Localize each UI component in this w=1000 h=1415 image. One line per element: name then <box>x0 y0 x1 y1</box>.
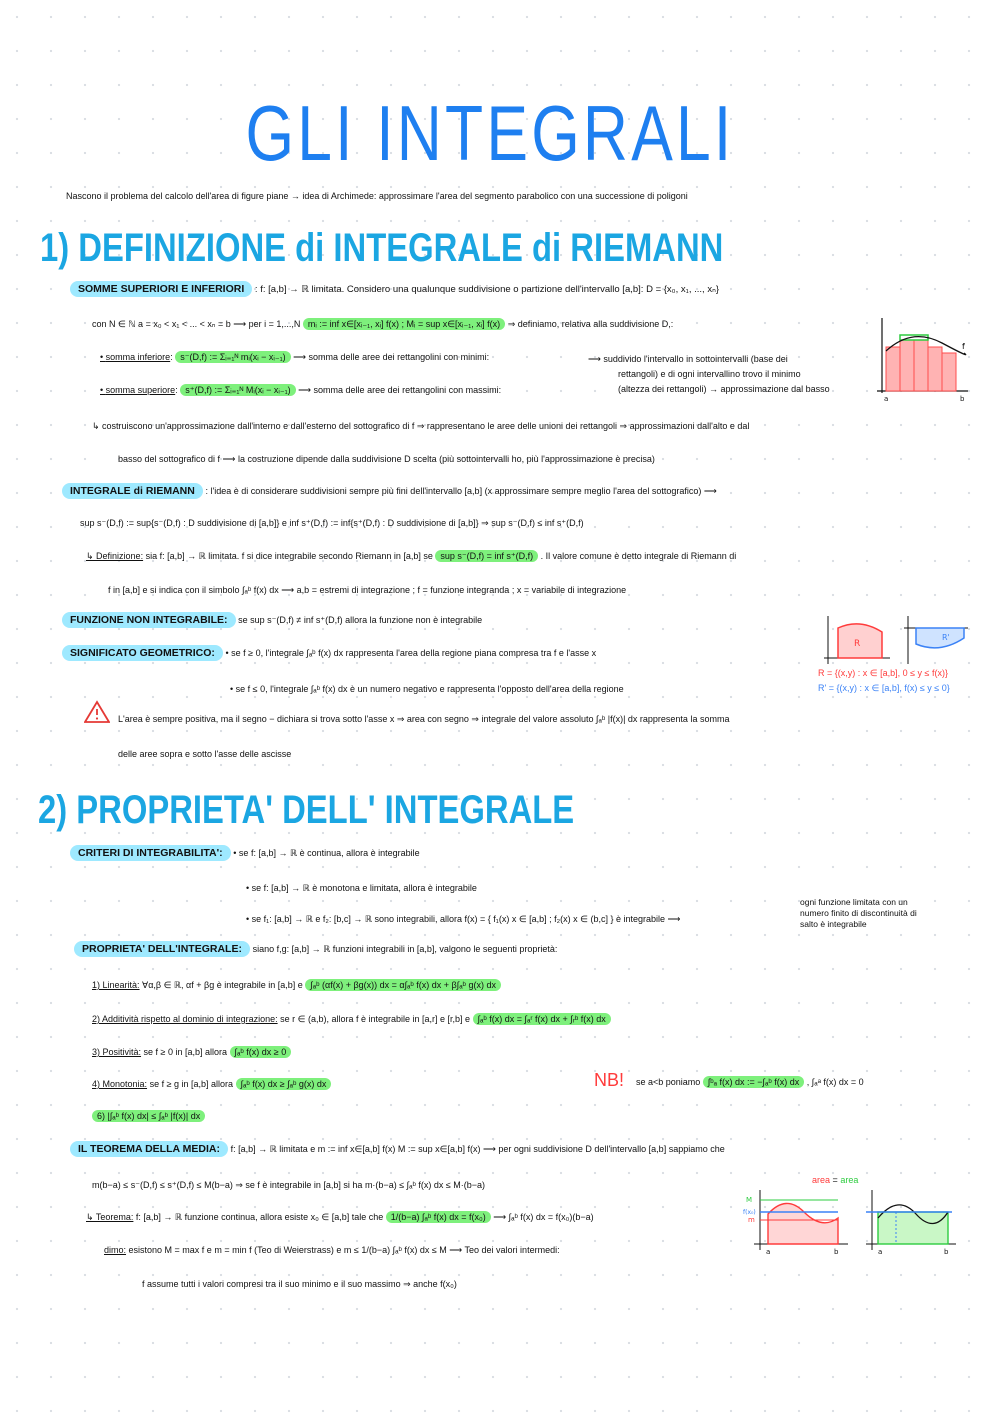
teorema-row <box>86 1212 594 1223</box>
dimo-row <box>104 1245 560 1256</box>
side-note-line-1: ⟶ suddivido l'intervallo in sottointervalli (base dei <box>588 354 788 364</box>
a-label: a <box>878 1248 883 1256</box>
linearita-text: ∀α,β ∈ ℝ, αf + βg è integrabile in [a,b] e <box>142 980 303 990</box>
lower-rect <box>928 347 942 391</box>
nb-formula: ∫ᵇₐ f(x) dx := −∫ₐᵇ f(x) dx <box>703 1076 804 1088</box>
monotonia-text: se f ≥ g in [a,b] allora <box>149 1079 234 1089</box>
definizione-text-a: sia f: [a,b] → ℝ limitata. f si dice integrabile secondo Riemann in [a,b] se <box>145 551 433 561</box>
somma-inferiore-row: • somma inferiore: s⁻(D,f) := Σᵢ₌₁ᴺ mᵢ(xᵢ − xᵢ₋₁) ⟶ somma delle aree dei rettangolini con minimi: <box>100 352 489 363</box>
area-note-red: area <box>812 1175 831 1185</box>
media-pill: IL TEOREMA DELLA MEDIA: <box>70 1141 228 1157</box>
costruiscono-line-1: ↳ costruiscono un'approssimazione dall'interno e dall'esterno del sottografico di f ⇒ rappresentano le aree delle unioni dei rettangoli ⇒ approssimazioni dall'alto e dal <box>92 421 750 431</box>
r-label: R <box>854 639 861 649</box>
f-label: f <box>962 342 965 351</box>
proprieta-pill: PROPRIETA' DELL'INTEGRALE: <box>74 941 250 957</box>
section-1-heading: 1) DEFINIZIONE di INTEGRALE di RIEMANN <box>40 226 724 270</box>
region-r-prime <box>916 628 964 648</box>
b-label: b <box>944 1248 949 1256</box>
monotonia-label: 4) Monotonia: <box>92 1079 148 1089</box>
teorema-text: f: [a,b] → ℝ funzione continua, allora esiste x₀ ∈ [a,b] tale che <box>135 1212 384 1222</box>
lower-rect <box>942 353 956 391</box>
somme-row <box>70 283 719 295</box>
non-integrabile-row <box>62 614 482 626</box>
somme-pill: SOMME SUPERIORI E INFERIORI <box>70 281 252 297</box>
b-label: b <box>834 1248 839 1256</box>
criteri-line-1: • se f: [a,b] → ℝ è continua, allora è integrabile <box>233 848 420 858</box>
page-title: GLI INTEGRALI <box>245 89 735 177</box>
mean-rectangle <box>878 1212 948 1244</box>
area-note-eq: = <box>832 1175 838 1185</box>
definizione-formula: sup s⁻(D,f) = inf s⁺(D,f) <box>435 550 538 562</box>
linearita-row <box>92 980 501 991</box>
dimo-line-2: f assume tutti i valori compresi tra il suo minimo e il suo massimo ⇒ anche f(x₀) <box>142 1279 457 1289</box>
nb-row <box>636 1077 864 1087</box>
somma-superiore-formula: s⁺(D,f) := Σᵢ₌₁ᴺ Mᵢ(xᵢ − xᵢ₋₁) <box>180 384 295 396</box>
criteri-pill: CRITERI DI INTEGRABILITA': <box>70 845 231 861</box>
nb-tail: , ∫ₐᵃ f(x) dx = 0 <box>806 1077 864 1087</box>
geometrico-pill: SIGNIFICATO GEOMETRICO: <box>62 645 223 661</box>
area-note <box>812 1175 858 1185</box>
teorema-formula: 1/(b−a) ∫ₐᵇ f(x) dx = f(x₀) <box>386 1211 491 1223</box>
positivita-row <box>92 1047 291 1057</box>
con-row <box>92 319 673 330</box>
side-note-line-3: (altezza dei rettangoli) → approssimazione dal basso <box>618 384 830 394</box>
monotonia-row <box>92 1079 331 1089</box>
costruiscono-line-2: basso del sottografico di f ⟶ la costruzione dipende dalla suddivisione D scelta (più sottointervalli ho, più l'approssimazione è precisa) <box>118 454 655 464</box>
warning-line-1: L'area è sempre positiva, ma il segno − dichiara si trova sotto l'asse x ⇒ area con segno ⇒ integrale del valore assoluto ∫ₐᵇ |f(x)| dx rappresenta la somma <box>118 714 730 724</box>
media-line-2: m(b−a) ≤ s⁻(D,f) ≤ s⁺(D,f) ≤ M(b−a) ⇒ se f è integrabile in [a,b] si ha m·(b−a) ≤ ∫ₐᵇ f(x) dx ≤ M·(b−a) <box>92 1180 486 1190</box>
dimo-label: dimo: <box>104 1245 127 1255</box>
criteri-note-1: ogni funzione limitata con un <box>800 897 908 907</box>
positivita-label: 3) Positività: <box>92 1047 142 1057</box>
b-label: b <box>960 395 965 403</box>
criteri-note-2: numero finito di discontinuità di <box>800 908 917 918</box>
nb-label: NB! <box>594 1070 625 1090</box>
sup-inf-line: sup s⁻(D,f) := sup{s⁻(D,f) : D suddivisione di [a,b]} e inf s⁺(D,f) := inf{s⁺(D,f) : D suddivisione di [a,b]} ⇒ sup s⁻(D,f) ≤ inf s⁺(D,f) <box>80 518 584 528</box>
con-line-end: ⇒ definiamo, relativa alla suddivisione D,: <box>507 319 674 329</box>
additivita-row <box>92 1014 611 1025</box>
media-text: f: [a,b] → ℝ limitata e m := inf x∈[a,b] f(x) M := sup x∈[a,b] f(x) ⟶ per ogni suddivisione D dell'intervallo [a,b] sappiamo che <box>230 1144 725 1154</box>
con-line: con N ∈ ℕ a = x₀ < x₁ < ... < xₙ = b ⟶ per i = 1,...,N <box>92 319 301 329</box>
somma-inferiore-label: • somma inferiore <box>100 352 170 362</box>
definizione-row <box>86 551 736 562</box>
linearita-formula: ∫ₐᵇ (αf(x) + βg(x)) dx = α∫ₐᵇ f(x) dx + β∫ₐᵇ g(x) dx <box>305 979 501 991</box>
additivita-label: 2) Additività rispetto al dominio di integrazione: <box>92 1014 278 1024</box>
geometrico-line-2: • se f ≤ 0, l'integrale ∫ₐᵇ f(x) dx è un numero negativo e rappresenta l'opposto dell'area della regione <box>230 684 624 694</box>
media-row <box>70 1143 725 1155</box>
somme-text: : f: [a,b] → ℝ limitata. Considero una qualunque suddivisione o partizione dell'intervallo [a,b]: D = {x₀, x₁, ..., xₙ} <box>254 284 720 295</box>
mi-definition: mᵢ := inf x∈[xᵢ₋₁, xᵢ] f(x) ; Mᵢ = sup x∈[xᵢ₋₁, xᵢ] f(x) <box>303 318 505 330</box>
riemann-text: : l'idea è di considerare suddivisioni sempre più fini dell'intervallo [a,b] (x approssimare sempre meglio l'area del sottografico) ⟶ <box>205 486 717 496</box>
definizione-label: ↳ Definizione: <box>86 551 144 561</box>
proprieta-text: siano f,g: [a,b] → ℝ funzioni integrabili in [a,b], valgono le seguenti proprietà: <box>252 944 558 954</box>
lower-rect <box>886 347 900 391</box>
proprieta-row <box>74 943 557 955</box>
r-prime-definition: R' = {(x,y) : x ∈ [a,b], f(x) ≤ y ≤ 0} <box>818 683 950 693</box>
area-note-green: area <box>840 1175 859 1185</box>
linearita-label: 1) Linearità: <box>92 980 140 990</box>
somma-superiore-text: ⟶ somma delle aree dei rettangolini con massimi: <box>298 385 502 395</box>
a-label: a <box>766 1248 771 1256</box>
somma-inferiore-formula: s⁻(D,f) := Σᵢ₌₁ᴺ mᵢ(xᵢ − xᵢ₋₁) <box>175 351 290 363</box>
m-min-label: m <box>748 1216 755 1224</box>
definizione-line-2: f in [a,b] e si indica con il simbolo ∫ₐᵇ f(x) dx ⟶ a,b = estremi di integrazione ; f = funzione integranda ; x = variabile di integrazione <box>108 585 627 595</box>
riemann-pill: INTEGRALE di RIEMANN <box>62 483 203 499</box>
warning-line-2: delle aree sopra e sotto l'asse delle ascisse <box>118 749 292 759</box>
criteri-note-3: salto è integrabile <box>800 919 867 929</box>
side-note-line-2: rettangoli) e di ogni intervallino trovo il minimo <box>618 369 801 379</box>
side-note <box>588 352 830 397</box>
non-integrabile-text: se sup s⁻(D,f) ≠ inf s⁺(D,f) allora la funzione non è integrabile <box>238 615 483 625</box>
somma-inferiore-text: ⟶ somma delle aree dei rettangolini con minimi: <box>293 352 490 362</box>
valore-assoluto-formula: 6) |∫ₐᵇ f(x) dx| ≤ ∫ₐᵇ |f(x)| dx <box>92 1110 205 1122</box>
criteri-line-3: • se f₁: [a,b] → ℝ e f₂: [b,c] → ℝ sono integrabili, allora f(x) = { f₁(x) x ∈ [a,b] ; f₂(x) x ∈ (b,c] } è integrabile ⟶ <box>246 914 681 924</box>
somma-superiore-label: • somma superiore <box>100 385 175 395</box>
intro-text: Nascono il problema del calcolo dell'area di figure piane → idea di Archimede: approssimare l'area del segmento parabolico con una successione di poligoni <box>66 191 688 201</box>
valore-assoluto-row <box>92 1111 205 1121</box>
additivita-text: se r ∈ (a,b), allora f è integrabile in [a,r] e [r,b] e <box>280 1014 471 1024</box>
a-label: a <box>884 395 889 403</box>
somma-superiore-row: • somma superiore: s⁺(D,f) := Σᵢ₌₁ᴺ Mᵢ(xᵢ − xᵢ₋₁) ⟶ somma delle aree dei rettangolini con massimi: <box>100 385 501 396</box>
mean-value-graphs <box>742 1188 962 1258</box>
criteri-line-2: • se f: [a,b] → ℝ è monotona e limitata, allora è integrabile <box>246 883 477 893</box>
area-under-f <box>768 1203 838 1244</box>
lower-rect <box>914 340 928 391</box>
r-prime-label: R' <box>942 633 950 642</box>
area-graphs <box>820 614 970 672</box>
riemann-sums-graph <box>872 313 972 403</box>
fx0-label: f(x₀) <box>743 1209 756 1216</box>
geometrico-line-1: • se f ≥ 0, l'integrale ∫ₐᵇ f(x) dx rappresenta l'area della regione piana compresa tra f e l'asse x <box>225 648 597 658</box>
definizione-text-b: . Il valore comune è detto integrale di Riemann di <box>540 551 737 561</box>
teorema-tail: ⟶ ∫ₐᵇ f(x) dx = f(x₀)(b−a) <box>493 1212 594 1222</box>
nb-text: se a<b poniamo <box>636 1077 701 1087</box>
section-2-heading: 2) PROPRIETA' DELL' INTEGRALE <box>38 788 575 832</box>
riemann-row <box>62 485 717 497</box>
additivita-formula: ∫ₐᵇ f(x) dx = ∫ₐʳ f(x) dx + ∫ᵣᵇ f(x) dx <box>473 1013 611 1025</box>
geometrico-row <box>62 647 596 659</box>
non-integrabile-pill: FUNZIONE NON INTEGRABILE: <box>62 612 236 628</box>
positivita-text: se f ≥ 0 in [a,b] allora <box>143 1047 228 1057</box>
monotonia-formula: ∫ₐᵇ f(x) dx ≥ ∫ₐᵇ g(x) dx <box>236 1078 332 1090</box>
r-definition: R = {(x,y) : x ∈ [a,b], 0 ≤ y ≤ f(x)} <box>818 668 948 678</box>
positivita-formula: ∫ₐᵇ f(x) dx ≥ 0 <box>230 1046 292 1058</box>
dimo-text: esistono M = max f e m = min f (Teo di Weierstrass) e m ≤ 1/(b−a) ∫ₐᵇ f(x) dx ≤ M ⟶ Teo dei valori intermedi: <box>128 1245 560 1255</box>
lower-rect <box>900 340 914 391</box>
teorema-label: ↳ Teorema: <box>86 1212 134 1222</box>
criteri-row <box>70 847 420 859</box>
m-max-label: M <box>746 1196 753 1204</box>
criteri-note <box>800 897 917 930</box>
warning-icon <box>84 700 110 724</box>
